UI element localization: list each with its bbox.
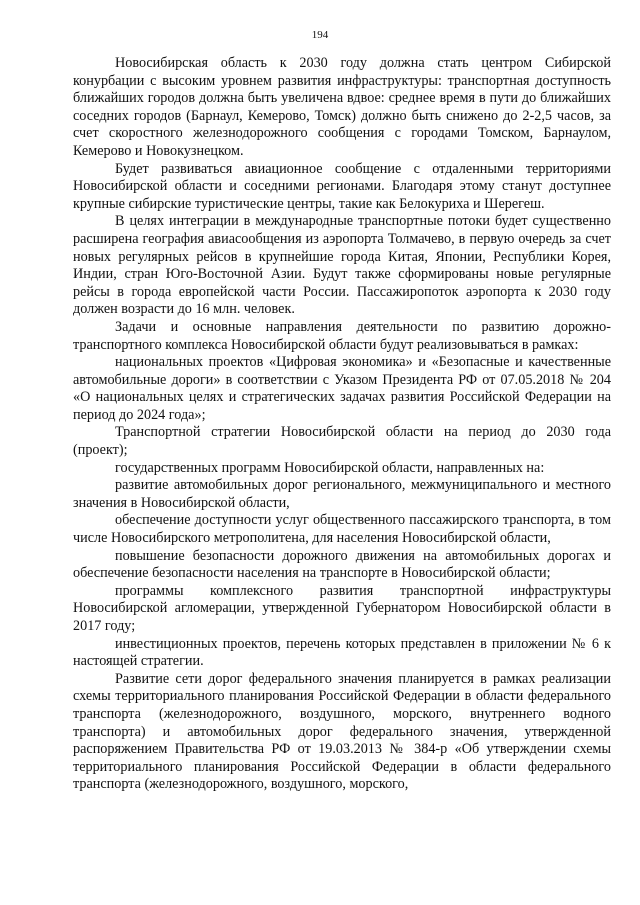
document-body [73,55,611,794]
list-item-investment-projects: инвестиционных проектов, перечень которых представлен в приложении № 6 к настоящей стратегии. [73,635,611,670]
list-item-national-projects: национальных проектов «Цифровая экономика» и «Безопасные и качественные автомобильные дороги» в соответствии с Указом Президента РФ от 07.05.2018 № 204 «О национальных целях и стратегических задачах развития Российской Федерации на период до 2024 года»; [73,354,611,423]
list-item-public-transport: обеспечение доступности услуг общественного пассажирского транспорта, в том числе Новосибирского метрополитена, для населения Новосибирской области, [73,512,611,547]
paragraph-siberian-conurbation: Новосибирская область к 2030 году должна стать центром Сибирской конурбации с высоким уровнем развития инфраструктуры: транспортная доступность ближайших городов должна быть увеличена вдвое: среднее время в пути до ближайших соседних городов (Барнаул, Кемерово, Томск) должно быть снижено до 2-2,5 часов, за счет скоростного железнодорожного сообщения с городами Томском, Барнаулом, Кемерово и Новокузнецком. [73,55,611,159]
paragraph-international-flights: В целях интеграции в международные транспортные потоки будет существенно расширена география авиасообщения из аэропорта Толмачево, в первую очередь за счет новых регулярных рейсов в крупнейшие города Китая, Японии, Республики Корея, Индии, стран Юго-Восточной Азии. Будут также сформированы новые регулярные рейсы в города европейской части России. Пассажиропоток аэропорта к 2030 году должен возрасти до 16 млн. человек. [73,213,611,318]
list-item-state-programs: государственных программ Новосибирской области, направленных на: [115,459,545,476]
paragraph-air-service: Будет развиваться авиационное сообщение с отдаленными территориями Новосибирской области и соседними регионами. Благодаря этому станут доступнее крупные сибирские туристические центры, такие как Белокуриха и Шерегеш. [73,160,611,212]
paragraph-tasks-intro: Задачи и основные направления деятельности по развитию дорожно-транспортного комплекса Новосибирской области будут реализовываться в рамках: [73,318,611,353]
list-item-road-safety: повышение безопасности дорожного движения на автомобильных дорогах и обеспечение безопасности населения на транспорте в Новосибирской области; [73,547,611,582]
paragraph-federal-roads: Развитие сети дорог федерального значения планируется в рамках реализации схемы территориального планирования Российской Федерации в области федерального транспорта (железнодорожного, воздушного, морского, внутреннего водного транспорта) и автомобильных дорог федерального значения, утвержденной распоряжением Правительства РФ от 19.03.2013 № 384-р «Об утверждении схемы территориального планирования Российской Федерации в области федерального транспорта (железнодорожного, воздушного, морского, [73,670,611,793]
list-item-transport-strategy: Транспортной стратегии Новосибирской области на период до 2030 года (проект); [73,424,611,459]
page-number: 194 [311,29,329,41]
list-item-agglomeration-program: программы комплексного развития транспортной инфраструктуры Новосибирской агломерации, утвержденной Губернатором Новосибирской области в 2017 году; [73,582,611,634]
list-item-road-development: развитие автомобильных дорог регионального, межмуниципального и местного значения в Новосибирской области, [73,477,611,511]
